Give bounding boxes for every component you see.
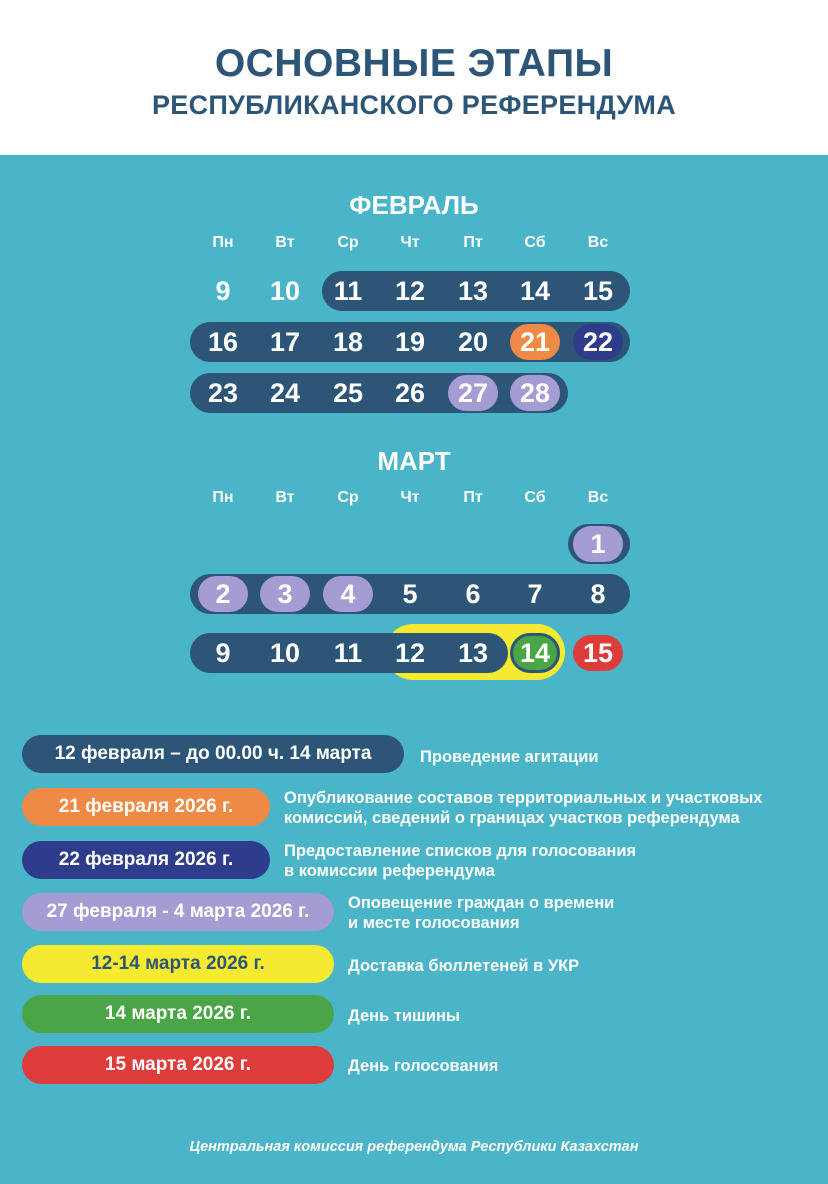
legend-date-commissions: 21 февраля 2026 г. [22, 788, 270, 826]
legend-text-agitation: Проведение агитации [420, 748, 599, 766]
legend-text-ballot-delivery: Доставка бюллетеней в УКР [348, 957, 580, 975]
calendar-day: 18 [332, 327, 364, 357]
weekday-mon: Пн [212, 489, 234, 506]
calendar-day: 9 [215, 638, 231, 668]
calendar-day: 13 [457, 276, 489, 306]
calendar-day: 22 [582, 327, 614, 357]
weekday-fri: Пт [463, 234, 483, 251]
calendar-day: 17 [269, 327, 301, 357]
legend-date-ballot-delivery: 12-14 марта 2026 г. [22, 945, 334, 983]
calendar-day: 1 [590, 529, 606, 559]
legend-date-silence-day: 14 марта 2026 г. [22, 995, 334, 1033]
weekday-sun: Вс [587, 489, 609, 506]
page-subtitle: РЕСПУБЛИКАНСКОГО РЕФЕРЕНДУМА [151, 90, 677, 120]
month-title-february: ФЕВРАЛЬ [349, 190, 479, 220]
calendar-day: 12 [394, 276, 426, 306]
calendar-day: 23 [207, 378, 239, 408]
legend-text-silence-day: День тишины [348, 1007, 461, 1025]
month-title-march: МАРТ [377, 446, 451, 476]
calendar-day: 7 [527, 579, 543, 609]
calendar-day: 11 [333, 276, 363, 306]
legend-text-voter-lists: Предоставление списков для голосования в комиссии референдума [284, 842, 637, 880]
calendar-day: 3 [277, 579, 293, 609]
calendar-day: 26 [394, 378, 426, 408]
weekday-sun: Вс [587, 234, 609, 251]
calendar-day: 28 [519, 378, 551, 408]
page-title: ОСНОВНЫЕ ЭТАПЫ [214, 42, 614, 85]
calendar-day: 6 [465, 579, 481, 609]
calendar-day: 24 [269, 378, 301, 408]
calendar-day: 11 [333, 638, 363, 668]
calendar-day: 12 [394, 638, 426, 668]
calendar-day: 5 [402, 579, 418, 609]
calendar-day: 10 [269, 638, 301, 668]
calendar-day: 21 [519, 327, 551, 357]
calendar-day: 2 [215, 579, 231, 609]
legend-date-voting-day: 15 марта 2026 г. [22, 1046, 334, 1084]
weekday-tue: Вт [275, 489, 295, 506]
calendar-day: 14 [519, 276, 551, 306]
weekday-sat: Сб [524, 489, 546, 506]
calendar-day: 25 [332, 378, 364, 408]
calendar-day: 27 [457, 378, 489, 408]
calendar-day: 14 [519, 638, 551, 668]
legend-date-notification: 27 февраля - 4 марта 2026 г. [22, 893, 334, 931]
legend-text-commissions: Опубликование составов территориальных и участковых комиссий, сведений о границах участков референдума [284, 789, 763, 827]
weekday-fri: Пт [463, 489, 483, 506]
calendar-day: 15 [582, 638, 614, 668]
calendar-day: 19 [394, 327, 426, 357]
calendar-day: 16 [207, 327, 239, 357]
header [0, 0, 828, 155]
footer-caption: Центральная комиссия референдума Республики Казахстан [189, 1139, 639, 1155]
weekday-thu: Чт [400, 489, 420, 506]
weekday-wed: Ср [337, 489, 359, 506]
calendar-day: 10 [269, 276, 301, 306]
weekday-mon: Пн [212, 234, 234, 251]
legend-date-voter-lists: 22 февраля 2026 г. [22, 841, 270, 879]
calendar-day: 20 [457, 327, 489, 357]
weekday-thu: Чт [400, 234, 420, 251]
legend-text-notification: Оповещение граждан о времени и месте голосования [348, 894, 615, 932]
weekday-tue: Вт [275, 234, 295, 251]
calendar-day: 9 [215, 276, 231, 306]
weekday-wed: Ср [337, 234, 359, 251]
calendar-day: 13 [457, 638, 489, 668]
calendar-day: 8 [590, 579, 606, 609]
calendar-day: 4 [340, 579, 356, 609]
legend-text-voting-day: День голосования [348, 1057, 499, 1075]
weekday-sat: Сб [524, 234, 546, 251]
legend-date-agitation: 12 февраля – до 00.00 ч. 14 марта [22, 735, 404, 773]
calendar-day: 15 [582, 276, 614, 306]
